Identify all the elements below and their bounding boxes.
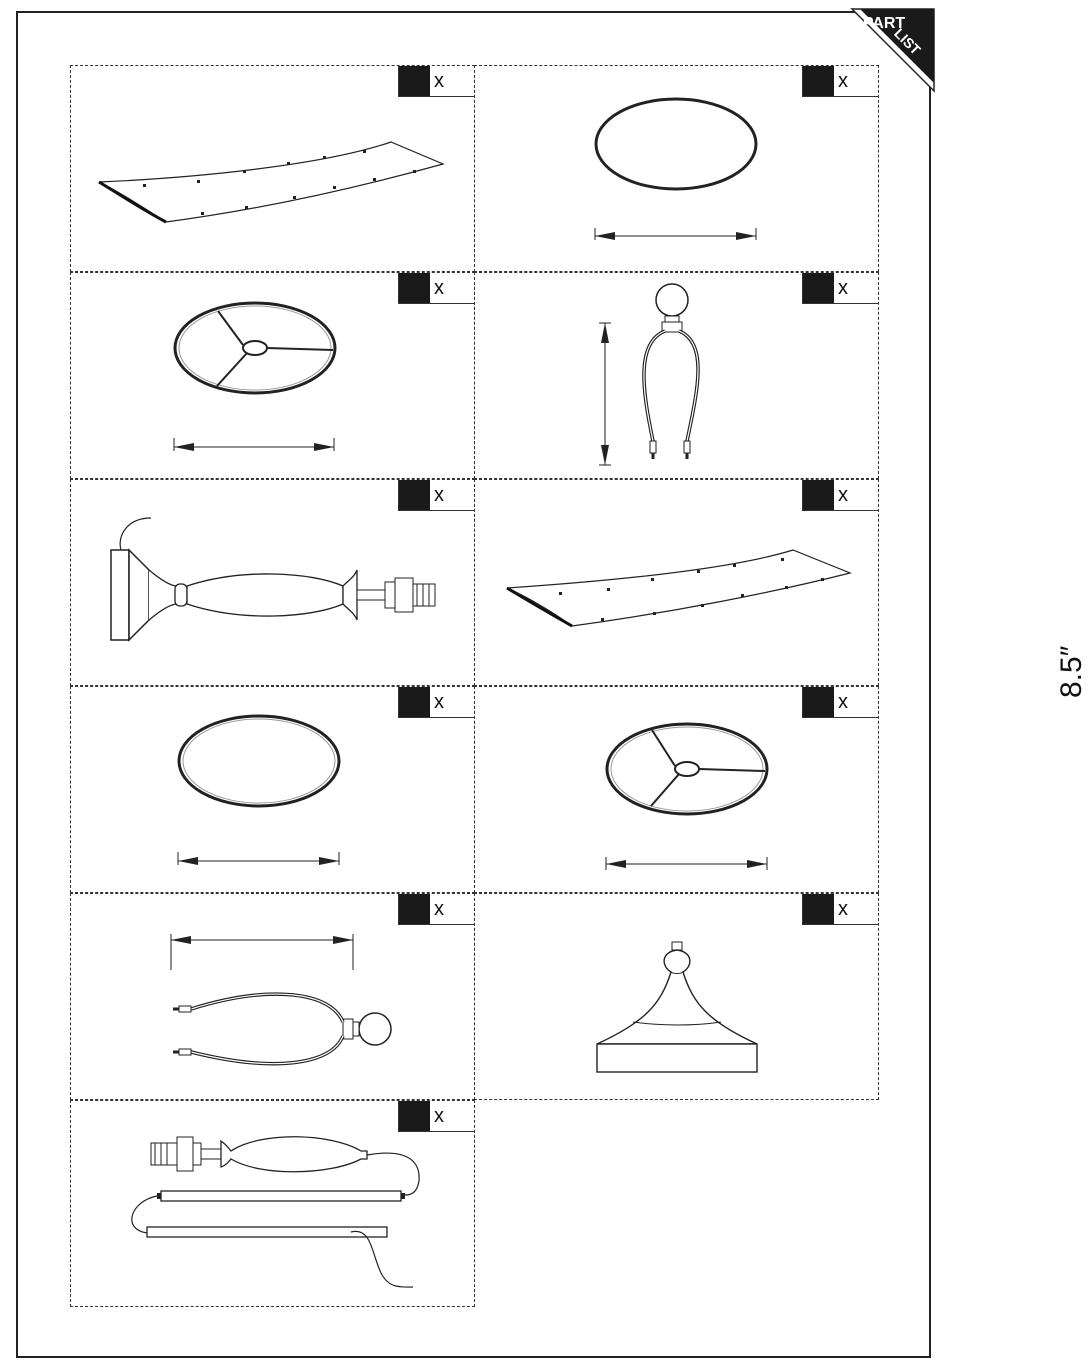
quantity-label: x (838, 898, 848, 920)
quantity-box (802, 273, 878, 304)
quantity-swatch (803, 273, 834, 303)
harp-icon (475, 273, 880, 480)
shade-panel-icon (475, 480, 880, 687)
oval-ring-icon (71, 687, 476, 894)
shade-panel-icon (71, 66, 476, 273)
lamp-body-icon (71, 480, 476, 687)
quantity-label: x (434, 898, 444, 920)
quantity-label: x (838, 70, 848, 92)
quantity-box (398, 687, 474, 718)
quantity-swatch (803, 480, 834, 510)
part-cell-1 (70, 65, 475, 272)
quantity-label: x (434, 70, 444, 92)
quantity-label: x (838, 277, 848, 299)
finial-cap-icon (475, 894, 880, 1101)
quantity-box (398, 480, 474, 511)
part-cell-3 (70, 272, 475, 479)
quantity-label: x (434, 691, 444, 713)
part-cell-9 (70, 893, 475, 1100)
quantity-label: x (434, 277, 444, 299)
badge-line1: PART (862, 15, 906, 32)
part-cell-6 (474, 479, 879, 686)
quantity-box (802, 687, 878, 718)
quantity-box (398, 1101, 474, 1132)
quantity-swatch (803, 687, 834, 717)
part-cell-11 (70, 1100, 475, 1307)
quantity-swatch (399, 66, 430, 96)
harp-icon (71, 894, 476, 1101)
quantity-swatch (803, 894, 834, 924)
harp-height-label: 8.5″ (1055, 645, 1088, 698)
quantity-label: x (838, 484, 848, 506)
quantity-label: x (434, 1105, 444, 1127)
quantity-box (802, 894, 878, 925)
quantity-box (802, 480, 878, 511)
quantity-label: x (838, 691, 848, 713)
part-cell-10 (474, 893, 879, 1100)
part-cell-7 (70, 686, 475, 893)
quantity-box (398, 66, 474, 97)
quantity-swatch (399, 273, 430, 303)
lamp-assembly-icon (71, 1101, 476, 1308)
part-cell-5 (70, 479, 475, 686)
spider-ring-icon (475, 687, 880, 894)
part-cell-4 (474, 272, 1088, 698)
oval-ring-icon (475, 66, 880, 273)
quantity-box (802, 66, 878, 97)
quantity-swatch (399, 480, 430, 510)
spider-ring-icon (71, 273, 476, 480)
quantity-label: x (434, 484, 444, 506)
quantity-swatch (399, 1101, 430, 1131)
badge-line2: LIST (891, 25, 924, 58)
quantity-box (398, 273, 474, 304)
part-cell-8 (474, 686, 879, 893)
quantity-swatch (803, 66, 834, 96)
part-cell-2 (474, 65, 879, 272)
quantity-swatch (399, 894, 430, 924)
quantity-box (398, 894, 474, 925)
quantity-swatch (399, 687, 430, 717)
